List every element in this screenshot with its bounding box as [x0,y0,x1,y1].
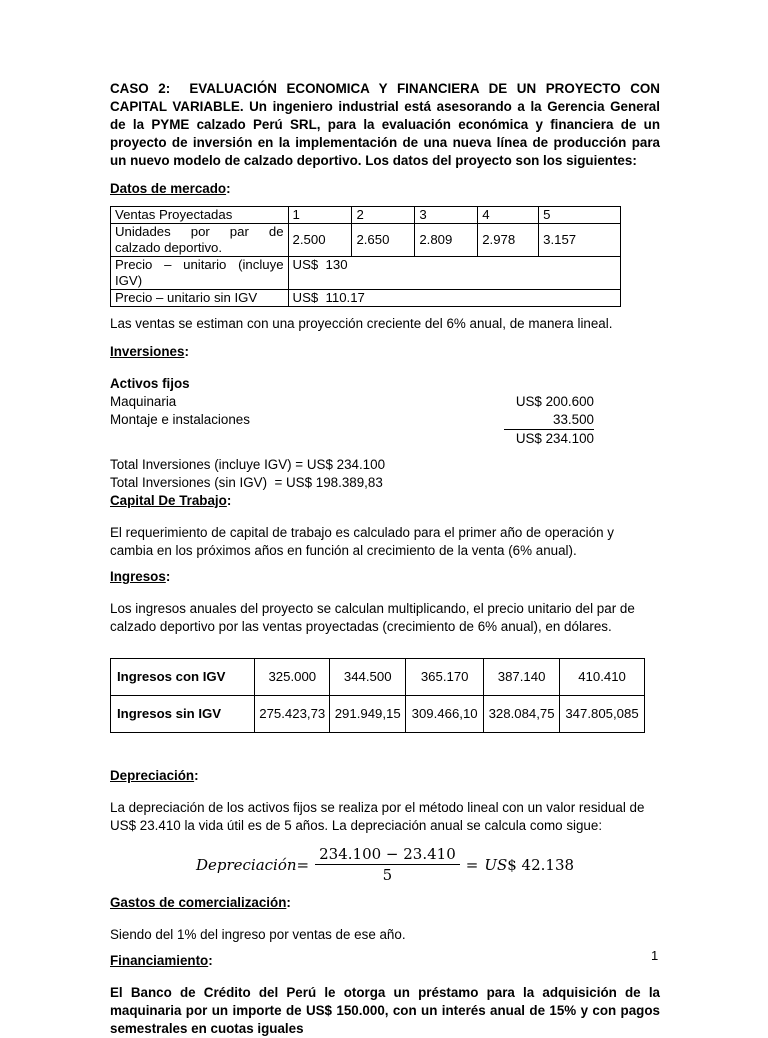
table-header-cell: Ventas Proyectadas [111,207,289,224]
case-title: EVALUACIÓN ECONOMICA Y FINANCIERA DE UN PROYECTO CON CAPITAL VARIABLE. [110,81,660,114]
depreciacion-heading: Depreciación: [110,768,199,783]
table-header-cell: 3 [415,207,478,224]
table-row [111,659,645,696]
investment-row [110,411,594,430]
table-cell: Ingresos sin IGV [111,696,255,733]
depreciacion-text: La depreciación de los activos fijos se realiza por el método lineal con un valor residual de US$ 23.410 la vida útil es de 5 años. La depreciación anual se calcula como sigue: [110,800,645,833]
table-cell: 291.949,15 [330,696,406,733]
table-cell: 328.084,75 [484,696,560,733]
inversiones-heading: Inversiones: [110,344,189,359]
total-noigv: Total Inversiones (sin IGV) = US$ 198.389,83 [110,475,383,490]
table-cell: US$ 110.17 [288,290,620,307]
table-row [111,696,645,733]
gastos-text: Siendo del 1% del ingreso por ventas de ese año. [110,927,406,942]
table-cell: 3.157 [539,224,621,257]
intro-paragraph [110,80,660,170]
capital-text: El requerimiento de capital de trabajo es calculado para el primer año de operación y cambia en los próximos años en función al crecimiento de la venta (6% anual). [110,525,614,558]
page-number: 1 [651,948,659,963]
table-cell: 2.978 [478,224,539,257]
table-row [111,207,621,224]
depreciation-formula [110,845,660,884]
table-header-cell: 1 [288,207,352,224]
total-igv: Total Inversiones (incluye IGV) = US$ 234.100 [110,457,386,472]
ingresos-heading: Ingresos: [110,569,171,584]
formula-numerator: 234.100 − 23.410 [315,845,460,865]
mercado-heading: Datos de mercado: [110,181,231,196]
document-page [110,80,660,1038]
table-cell: Precio – unitario sin IGV [111,290,289,307]
intro-text: Un ingeniero industrial está asesorando a la Gerencia General de la PYME calzado Perú SRL, para la evaluación económica y financiera de un proyecto de inversión en la implementación de una nueva línea de producción para un nuevo modelo de calzado deportivo. Los datos del proyecto son los siguientes: [110,99,660,168]
investment-total-value: US$ 234.100 [515,431,594,446]
market-table [110,206,621,307]
investment-label: Maquinaria [110,394,177,409]
table-row [111,257,621,290]
investment-label: Montaje e instalaciones [110,412,250,427]
table-cell: 309.466,10 [406,696,484,733]
gastos-heading: Gastos de comercialización: [110,895,291,910]
table-cell: 410.410 [560,659,645,696]
table-cell: 347.805,085 [560,696,645,733]
financiamiento-text: El Banco de Crédito del Perú le otorga un préstamo para la adquisición de la maquinaria por un importe de US$ 150.000, con un interés anual de 15% y con pagos semestrales en cuotas iguales [110,985,660,1036]
investment-value: US$ 200.600 [515,394,594,409]
formula-fraction [315,845,460,884]
formula-equals: = [296,855,310,874]
table-header-cell: 4 [478,207,539,224]
activos-heading: Activos fijos [110,376,190,391]
table-row [111,224,621,257]
table-header-cell: 2 [352,207,415,224]
table-cell: 2.500 [288,224,352,257]
formula-denominator: 5 [382,866,393,884]
table-cell: 344.500 [330,659,406,696]
ingresos-text: Los ingresos anuales del proyecto se calculan multiplicando, el precio unitario del par de calzado deportivo por las ventas proyectadas (crecimiento de 6% anual), en dólares. [110,601,635,634]
table-cell: Unidades por par de calzado deportivo. [111,224,289,257]
formula-equals: = [465,855,479,874]
investment-row [110,430,594,448]
table-cell: 2.809 [415,224,478,257]
income-table [110,658,645,733]
table-cell: Precio – unitario (incluye IGV) [111,257,289,290]
table-cell: 325.000 [255,659,330,696]
table-cell: Ingresos con IGV [111,659,255,696]
formula-result: US$ 42.138 [484,855,575,874]
investment-value: 33.500 [504,411,594,430]
formula-lhs: Depreciación [195,855,297,874]
table-cell: US$ 130 [288,257,620,290]
table-header-cell: 5 [539,207,621,224]
table-cell: 387.140 [484,659,560,696]
table-row [111,290,621,307]
investment-row [110,393,594,411]
capital-heading: Capital De Trabajo: [110,493,232,508]
case-label: CASO 2: [110,81,171,96]
table-cell: 2.650 [352,224,415,257]
market-note: Las ventas se estiman con una proyección creciente del 6% anual, de manera lineal. [110,316,613,331]
table-cell: 365.170 [406,659,484,696]
financiamiento-heading: Financiamiento: [110,953,213,968]
table-cell: 275.423,73 [255,696,330,733]
